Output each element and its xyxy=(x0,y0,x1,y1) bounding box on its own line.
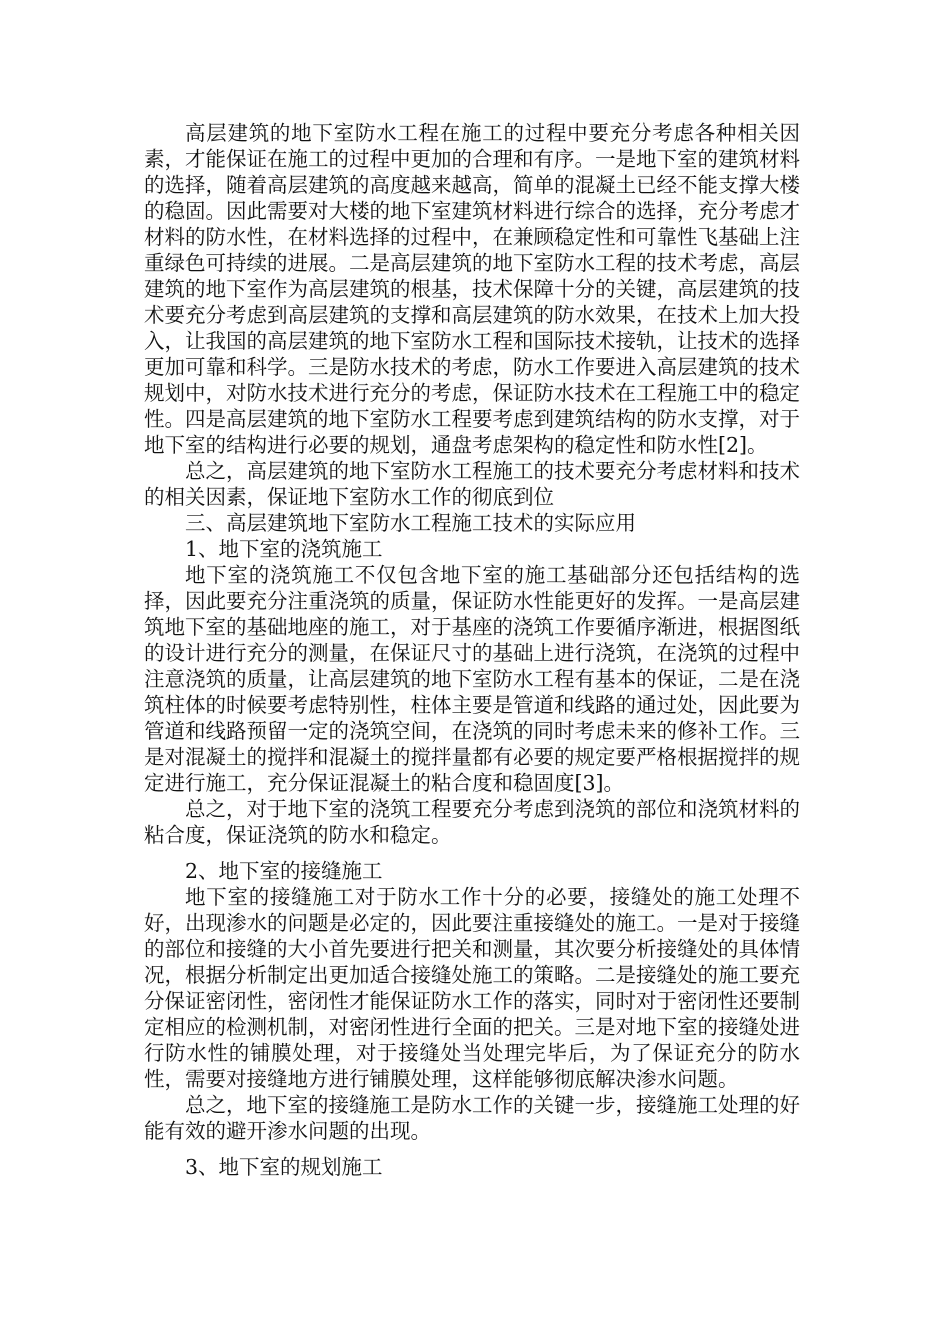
paragraph-summary-joints: 总之，地下室的接缝施工是防水工作的关键一步，接缝施工处理的好能有效的避开渗水问题的出现。 xyxy=(144,1093,800,1143)
section-heading-3: 三、高层建筑地下室防水工程施工技术的实际应用 xyxy=(185,511,636,535)
paragraph-basement-considerations: 高层建筑的地下室防水工程在施工的过程中要充分考虑各种相关因素，才能保证在施工的过程中更加的合理和有序。一是地下室的建筑材料的选择，随着高层建筑的高度越来越高，简单的混凝土已经不能支撑大楼的稳固。因此需要对大楼的地下室建筑材料进行综合的选择，充分考虑才材料的防水性，在材料选择的过程中，在兼顾稳定性和可靠性飞基础上注重绿色可持续的进展。二是高层建筑的地下室防水工程的技术考虑，高层建筑的地下室作为高层建筑的根基，技术保障十分的关键，高层建筑的技术要充分考虑到高层建筑的支撑和高层建筑的防水效果，在技术上加大投入，让我国的高层建筑的地下室防水工程和国际技术接轨，让技术的选择更加可靠和科学。三是防水技术的考虑，防水工作要进入高层建筑的技术规划中，对防水技术进行充分的考虑，保证防水技术在工程施工中的稳定性。四是高层建筑的地下室防水工程要考虑到建筑结构的防水支撑，对于地下室的结构进行必要的规划，通盘考虑架构的稳定性和防水性[2]。 xyxy=(144,121,800,457)
paragraph-summary-pouring: 总之，对于地下室的浇筑工程要充分考虑到浇筑的部位和浇筑材料的粘合度，保证浇筑的防水和稳定。 xyxy=(144,797,800,847)
subheading-planning: 3、地下室的规划施工 xyxy=(185,1155,383,1179)
paragraph-summary-materials: 总之，高层建筑的地下室防水工程施工的技术要充分考虑材料和技术的相关因素，保证地下室防水工作的彻底到位 xyxy=(144,459,800,509)
paragraph-joints: 地下室的接缝施工对于防水工作十分的必要，接缝处的施工处理不好，出现渗水的问题是必定的，因此要注重接缝处的施工。一是对于接缝的部位和接缝的大小首先要进行把关和测量，其次要分析接缝处的具体情况，根据分析制定出更加适合接缝处施工的策略。二是接缝处的施工要充分保证密闭性，密闭性才能保证防水工作的落实，同时对于密闭性还要制定相应的检测机制，对密闭性进行全面的把关。三是对地下室的接缝处进行防水性的铺膜处理，对于接缝处当处理完毕后，为了保证充分的防水性，需要对接缝地方进行铺膜处理，这样能够彻底解决渗水问题。 xyxy=(144,885,800,1091)
subheading-joints: 2、地下室的接缝施工 xyxy=(185,859,383,883)
document-body xyxy=(144,120,800,1180)
paragraph-pouring: 地下室的浇筑施工不仅包含地下室的施工基础部分还包括结构的选择，因此要充分注重浇筑的质量，保证防水性能更好的发挥。一是高层建筑地下室的基础地座的施工，对于基座的浇筑工作要循序渐进，根据图纸的设计进行充分的测量，在保证尺寸的基础上进行浇筑，在浇筑的过程中注意浇筑的质量，让高层建筑的地下室防水工程有基本的保证，二是在浇筑柱体的时候要考虑特别性，柱体主要是管道和线路的通过处，因此要为管道和线路预留一定的浇筑空间，在浇筑的同时考虑未来的修补工作。三是对混凝土的搅拌和混凝土的搅拌量都有必要的规定要严格根据搅拌的规定进行施工，充分保证混凝土的粘合度和稳固度[3]。 xyxy=(144,563,800,795)
subheading-pouring: 1、地下室的浇筑施工 xyxy=(185,537,383,561)
